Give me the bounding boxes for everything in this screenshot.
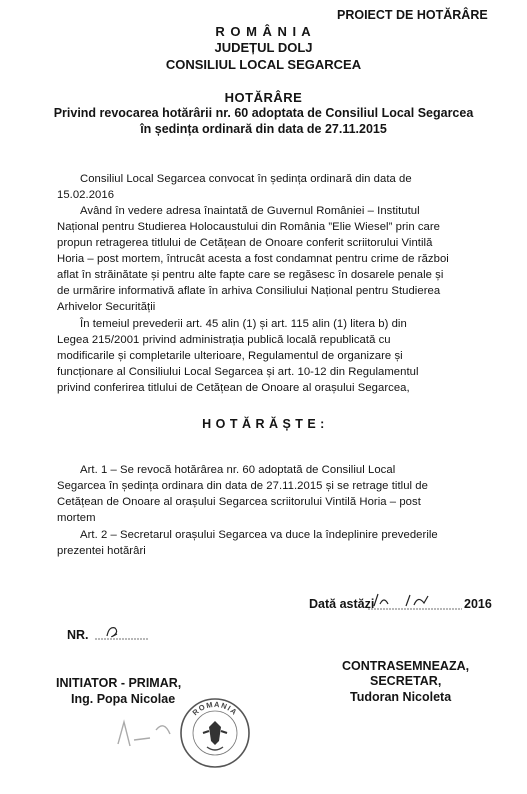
county-heading: JUDEȚUL DOLJ: [214, 40, 313, 55]
article-1-line-1: Art. 1 – Se revocă hotărârea nr. 60 adoptată de Consiliul Local: [80, 464, 396, 476]
paragraph-1-line-2: 15.02.2016: [57, 189, 115, 201]
document-title: HOTĂRÂRE: [224, 90, 303, 105]
council-heading: CONSILIUL LOCAL SEGARCEA: [165, 57, 362, 72]
article-2-line-2: prezentei hotărâri: [57, 545, 146, 557]
paragraph-3-line-5: privind conferirea titlului de Cetățean de Onoare al orașului Segarcea,: [57, 382, 410, 394]
paragraph-2-line-2: Național pentru Studierea Holocaustului din România ”Elie Wiesel” prin care: [57, 221, 441, 233]
number-handwritten-mark: [93, 620, 153, 644]
country-heading: R O M Â N I A: [215, 24, 312, 39]
article-1-line-3: Cetățean de Onoare al orașului Segarcea scriitorului Vintilă Horia – post: [57, 496, 421, 508]
paragraph-3-line-4: funcționare al Consiliului Local Segarcea și art. 10-12 din Regulamentul: [57, 366, 419, 378]
initiator-name: Ing. Popa Nicolae: [71, 692, 176, 706]
draft-label: PROIECT DE HOTĂRÂRE: [337, 8, 488, 22]
paragraph-2-line-6: de urmărire informativă aflate în arhiva Consiliului Național pentru Studierea: [57, 285, 441, 297]
paragraph-2-line-7: Arhivelor Securității: [57, 301, 156, 313]
initiator-title: INITIATOR - PRIMAR,: [56, 676, 182, 690]
decides-heading: H O T Ă R Ă Ș T E :: [202, 417, 325, 431]
title-subject-line-2: în ședința ordinară din data de 27.11.2015: [140, 122, 387, 136]
title-subject-line-1: Privind revocarea hotărârii nr. 60 adoptata de Consiliul Local Segarcea: [53, 106, 474, 120]
paragraph-2-line-1: Având în vedere adresa înaintată de Guvernul României – Institutul: [80, 205, 420, 217]
number-label: NR.: [67, 628, 89, 642]
paragraph-2-line-4: Horia – post mortem, întrucât acesta a fost condamnat pentru crime de război: [57, 253, 449, 265]
date-label: Dată astăzi: [309, 597, 375, 611]
date-handwritten-mark: [366, 590, 466, 614]
svg-text:ROMANIA: [191, 700, 240, 717]
paragraph-3-line-1: În temeiul prevederii art. 45 alin (1) și art. 115 alin (1) litera b) din: [80, 318, 407, 330]
official-stamp: [179, 697, 251, 769]
article-1-line-4: mortem: [57, 512, 96, 524]
countersign-title: CONTRASEMNEAZA,: [342, 659, 470, 673]
paragraph-1-line-1: Consiliul Local Segarcea convocat în ședința ordinară din data de: [80, 173, 412, 185]
article-2-line-1: Art. 2 – Secretarul orașului Segarcea va duce la îndeplinire prevederile: [80, 529, 438, 541]
paragraph-2-line-5: aflat în străinătate și pentru alte fapte care se regăsesc în dosarele penale și: [57, 269, 444, 281]
date-year: 2016: [464, 597, 492, 611]
initiator-signature: [110, 710, 180, 755]
secretary-title: SECRETAR,: [370, 674, 442, 688]
paragraph-3-line-3: modificarile și completarile ulterioare, Regulamentul de organizare și: [57, 350, 403, 362]
secretary-name: Tudoran Nicoleta: [350, 690, 452, 704]
paragraph-2-line-3: propun retragerea titlului de Cetățean de Onoare conferit scriitorului Vintilă: [57, 237, 433, 249]
paragraph-3-line-2: Legea 215/2001 privind administrația publică locală republicată cu: [57, 334, 391, 346]
stamp-text: ROMANIA: [190, 699, 240, 718]
article-1-line-2: Segarcea în ședința ordinara din data de 27.11.2015 și se retrage titlul de: [57, 480, 428, 492]
